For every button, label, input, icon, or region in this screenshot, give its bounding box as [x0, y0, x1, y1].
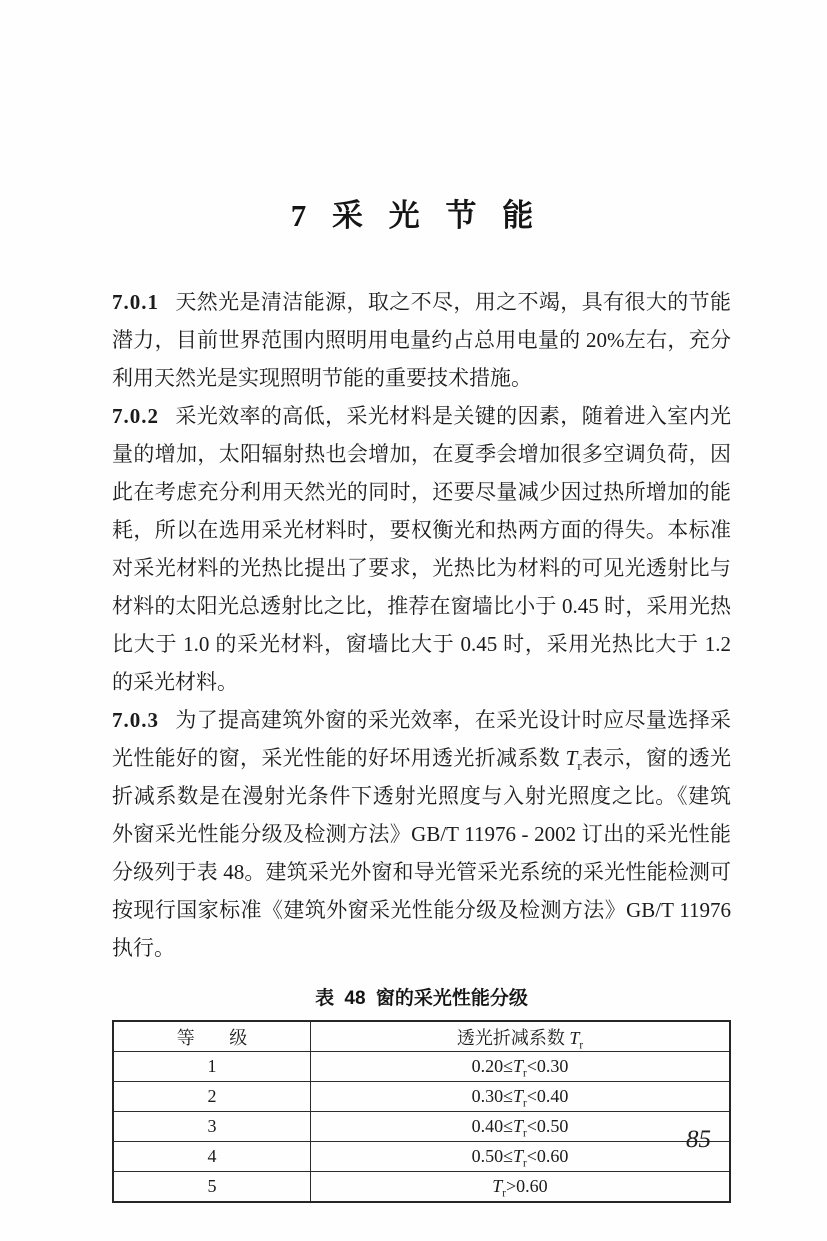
symbol-Tr: $T_r$: [565, 746, 582, 774]
symbol-Tr: $T_r$: [512, 1116, 527, 1140]
clause-text-after: 表示，窗的透光折减系数是在漫射光条件下透射光照度与入射光照度之比。《建筑外窗采光性能分级及检测方法》GB/T 11976 - 2002 订出的采光性能分级列于表 48。建筑采光外窗和导光管采光系统的采光性能检测可按现行国家标准《建筑外窗采光性能分级及检测方法》GB/T 11976 执行。: [112, 746, 732, 960]
clause-number: 7.0.1: [112, 290, 159, 314]
grade-cell: 5: [113, 1172, 310, 1203]
table-header-row: [113, 1021, 730, 1052]
range-cell: $0.50\le T_r<0.60$: [310, 1142, 730, 1172]
page-number: 85: [686, 1126, 711, 1153]
symbol-Tr: $T_r$: [512, 1086, 527, 1110]
daylighting-grading-table: [112, 1020, 731, 1203]
table-row: [113, 1112, 730, 1142]
header-coefficient: 透光折减系数 $T_r$: [310, 1021, 730, 1052]
clause-text: 采光效率的高低，采光材料是关键的因素，随着进入室内光量的增加，太阳辐射热也会增加，在夏季会增加很多空调负荷，因此在考虑充分利用天然光的同时，还要尽量减少因过热所增加的能耗，所以在选用采光材料时，要权衡光和热两方面的得失。本标准对采光材料的光热比提出了要求，光热比为材料的可见光透射比与材料的太阳光总透射比之比，推荐在窗墙比小于 0.45 时，采用光热比大于 1.0 的采光材料，窗墙比大于 0.45 时，采用光热比大于 1.2 的采光材料。: [112, 404, 731, 694]
table-row: [113, 1082, 730, 1112]
table-row: [113, 1052, 730, 1082]
clause-7-0-2: [112, 397, 731, 701]
grade-cell: 3: [113, 1112, 310, 1142]
header-grade: 等 级: [113, 1021, 310, 1052]
table-row: [113, 1172, 730, 1203]
grade-cell: 2: [113, 1082, 310, 1112]
clause-7-0-1: [112, 283, 731, 397]
symbol-Tr: $T_r$: [512, 1056, 527, 1080]
clause-text-before: 为了提高建筑外窗的采光效率，在采光设计时应尽量选择采光性能好的窗，采光性能的好坏用透光折减系数: [112, 708, 731, 770]
clause-7-0-3: [112, 701, 731, 967]
clauses-block: [112, 283, 731, 967]
range-cell: $T_r>0.60$: [310, 1172, 730, 1203]
symbol-Tr: $T_r$: [492, 1176, 506, 1200]
clause-number: 7.0.3: [112, 708, 159, 732]
clause-text: 天然光是清洁能源，取之不尽，用之不竭，具有很大的节能潜力，目前世界范围内照明用电量约占总用电量的 20%左右，充分利用天然光是实现照明节能的重要技术措施。: [112, 290, 731, 390]
range-cell: $0.40\le T_r<0.50$: [310, 1112, 730, 1142]
grade-cell: 4: [113, 1142, 310, 1172]
symbol-Tr: $T_r$: [569, 1027, 584, 1052]
range-cell: $0.30\le T_r<0.40$: [310, 1082, 730, 1112]
table-caption: 表 48 窗的采光性能分级: [315, 988, 528, 1009]
table-row: [113, 1142, 730, 1172]
section-title: 7 采 光 节 能: [290, 198, 537, 233]
range-cell: $0.20\le T_r<0.30$: [310, 1052, 730, 1082]
symbol-Tr: $T_r$: [512, 1146, 527, 1170]
grade-cell: 1: [113, 1052, 310, 1082]
clause-number: 7.0.2: [112, 404, 159, 428]
